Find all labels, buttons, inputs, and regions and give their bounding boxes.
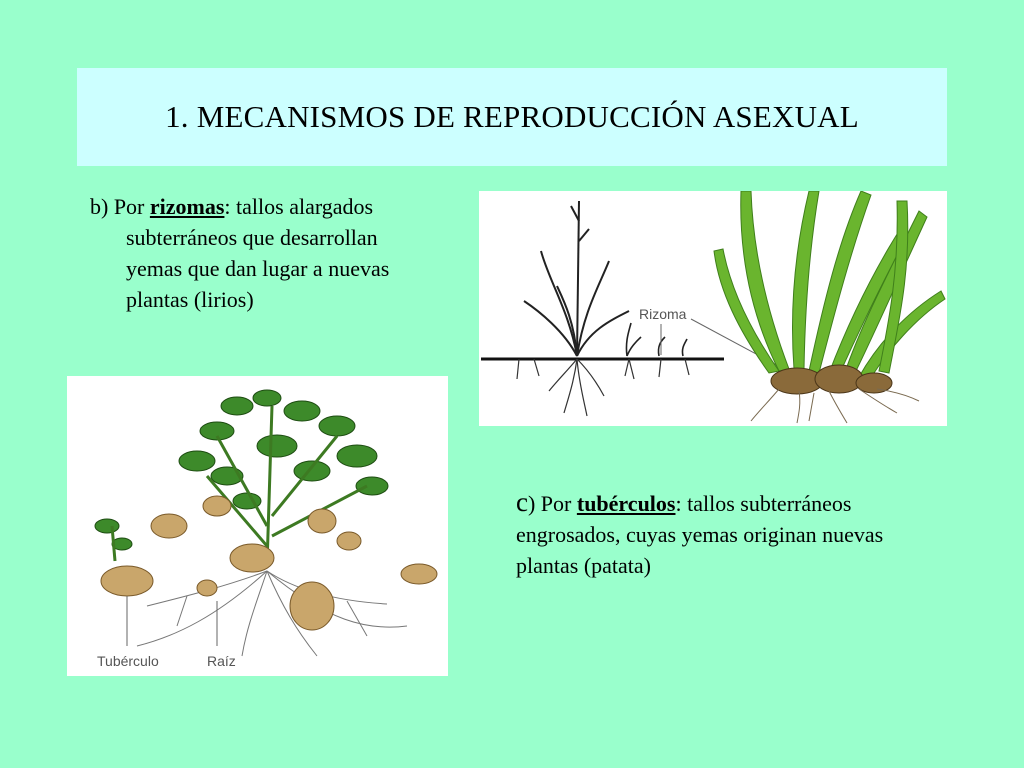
- rhizome-illustration: [479, 191, 947, 426]
- root-label: Raíz: [207, 653, 236, 669]
- potato-plant-drawing: [67, 376, 448, 676]
- rhizome-text-line-2: subterráneos que desarrollan: [126, 225, 378, 250]
- tuber-keyword: tubérculos: [576, 491, 676, 516]
- rhizome-label: Rizoma: [639, 306, 687, 322]
- rhizome-prefix: b) Por: [90, 194, 150, 219]
- rhizome-text-line-3: yemas que dan lugar a nuevas: [126, 256, 390, 281]
- tuber-letter: c: [516, 487, 528, 517]
- rhizome-drawing: [479, 191, 947, 426]
- title-box: [77, 68, 947, 166]
- tuber-prefix: ) Por: [527, 491, 577, 516]
- tuber-text: : tallos subterráneos engrosados, cuyas yemas originan nuevas plantas (patata): [516, 491, 884, 578]
- rhizome-text-line-1: : tallos alargados: [224, 194, 374, 219]
- rhizome-keyword: rizomas: [149, 194, 225, 219]
- tuber-paragraph: [516, 487, 916, 581]
- rhizome-paragraph: [90, 191, 475, 315]
- tuber-label: Tubérculo: [97, 653, 159, 669]
- slide-title: 1. MECANISMOS DE REPRODUCCIÓN ASEXUAL: [165, 99, 859, 134]
- tuber-illustration: [67, 376, 448, 676]
- rhizome-text-line-4: plantas (lirios): [126, 287, 254, 312]
